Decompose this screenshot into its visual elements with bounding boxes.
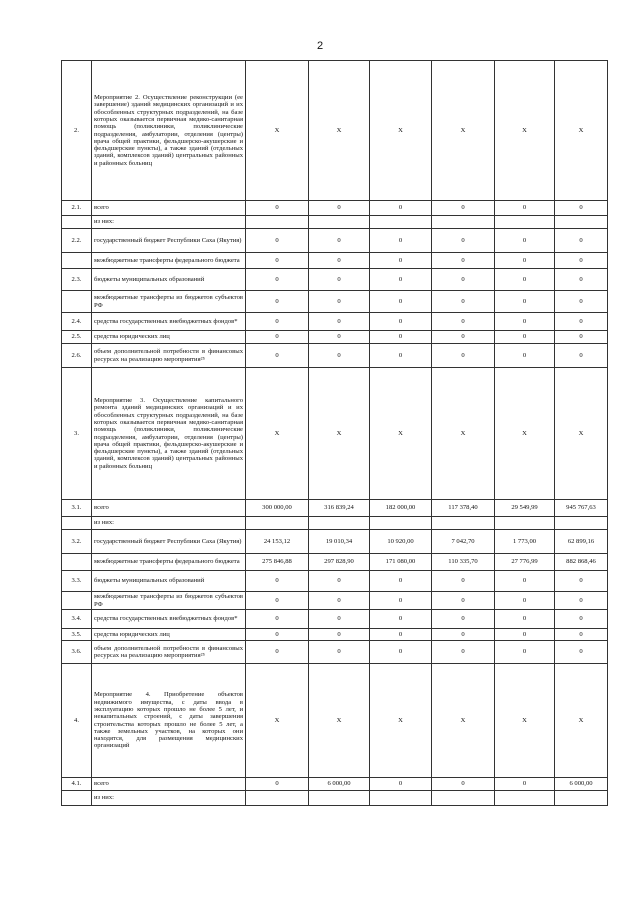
row-value: 0 xyxy=(370,229,432,253)
row-value xyxy=(495,216,555,229)
table-row xyxy=(62,313,608,331)
row-value: 297 828,90 xyxy=(309,554,370,571)
row-description: средства юридических лиц xyxy=(92,331,246,344)
table-row xyxy=(62,269,608,291)
row-value: 62 899,16 xyxy=(555,530,608,554)
row-value: 0 xyxy=(495,610,555,629)
row-value: 0 xyxy=(432,313,495,331)
row-value: 0 xyxy=(246,291,309,313)
row-value: 29 549,99 xyxy=(495,500,555,517)
row-value xyxy=(495,791,555,806)
row-value: 300 000,00 xyxy=(246,500,309,517)
row-value: 0 xyxy=(370,269,432,291)
row-value xyxy=(432,517,495,530)
row-number: 2.3. xyxy=(62,269,92,291)
row-number: 3.2. xyxy=(62,530,92,554)
row-value: 0 xyxy=(246,201,309,216)
row-value: 0 xyxy=(555,610,608,629)
row-description: всего xyxy=(92,778,246,791)
row-value: 0 xyxy=(246,313,309,331)
row-value: Х xyxy=(370,664,432,778)
row-value xyxy=(246,791,309,806)
table-row xyxy=(62,791,608,806)
row-value: 0 xyxy=(432,291,495,313)
row-value: Х xyxy=(370,368,432,500)
row-value xyxy=(246,517,309,530)
row-value: 0 xyxy=(370,201,432,216)
row-value: 0 xyxy=(246,592,309,610)
row-value: 0 xyxy=(495,641,555,664)
table-row xyxy=(62,331,608,344)
row-value xyxy=(555,216,608,229)
row-number: 3.4. xyxy=(62,610,92,629)
row-number xyxy=(62,592,92,610)
row-value: 0 xyxy=(555,201,608,216)
row-value: 0 xyxy=(370,778,432,791)
row-description: межбюджетные трансферты федерального бюджета xyxy=(92,554,246,571)
row-value: 171 080,00 xyxy=(370,554,432,571)
row-value: Х xyxy=(432,368,495,500)
row-value: 0 xyxy=(309,592,370,610)
row-value: 0 xyxy=(432,629,495,641)
row-value: 0 xyxy=(555,269,608,291)
row-value xyxy=(309,517,370,530)
row-description: объем дополнительной потребности в финансовых ресурсах на реализацию мероприятия²⁵ xyxy=(92,344,246,368)
row-value: 0 xyxy=(309,610,370,629)
row-value xyxy=(555,791,608,806)
row-value: 7 042,70 xyxy=(432,530,495,554)
row-description: государственный бюджет Республики Саха (Якутия) xyxy=(92,229,246,253)
row-value: 0 xyxy=(370,592,432,610)
row-value: 0 xyxy=(495,629,555,641)
row-value: 0 xyxy=(246,253,309,269)
row-value: 0 xyxy=(309,629,370,641)
row-number: 2. xyxy=(62,61,92,201)
row-value: Х xyxy=(309,61,370,201)
row-value: 0 xyxy=(555,313,608,331)
row-value: Х xyxy=(555,61,608,201)
row-number xyxy=(62,253,92,269)
row-value: 117 378,40 xyxy=(432,500,495,517)
row-number: 3.3. xyxy=(62,571,92,592)
row-description: бюджеты муниципальных образований xyxy=(92,269,246,291)
row-value xyxy=(246,216,309,229)
row-value: Х xyxy=(246,368,309,500)
row-number: 2.5. xyxy=(62,331,92,344)
row-value: 0 xyxy=(309,253,370,269)
row-value xyxy=(495,517,555,530)
row-value: 0 xyxy=(555,229,608,253)
row-value: 0 xyxy=(370,331,432,344)
row-value: 0 xyxy=(246,269,309,291)
table-row xyxy=(62,517,608,530)
row-value: 0 xyxy=(309,291,370,313)
row-value: 0 xyxy=(370,344,432,368)
row-value: 0 xyxy=(246,331,309,344)
row-number: 4.1. xyxy=(62,778,92,791)
row-value: 0 xyxy=(246,344,309,368)
row-value: Х xyxy=(309,368,370,500)
row-value: 0 xyxy=(432,229,495,253)
row-description: из них: xyxy=(92,791,246,806)
row-value xyxy=(432,216,495,229)
table-row xyxy=(62,629,608,641)
row-number xyxy=(62,554,92,571)
row-value: 0 xyxy=(432,344,495,368)
row-value: 0 xyxy=(246,778,309,791)
row-number xyxy=(62,517,92,530)
row-value: Х xyxy=(370,61,432,201)
row-value: 27 776,99 xyxy=(495,554,555,571)
row-value: Х xyxy=(432,664,495,778)
row-value: 10 920,00 xyxy=(370,530,432,554)
row-description: средства государственных внебюджетных фондов* xyxy=(92,610,246,629)
row-value xyxy=(370,791,432,806)
row-value: 0 xyxy=(309,229,370,253)
row-value: Х xyxy=(555,664,608,778)
row-value: Х xyxy=(246,61,309,201)
row-value: 19 010,34 xyxy=(309,530,370,554)
row-value xyxy=(370,517,432,530)
row-value: 1 773,00 xyxy=(495,530,555,554)
row-value: 0 xyxy=(495,313,555,331)
row-value: 0 xyxy=(309,641,370,664)
row-value: 6 000,00 xyxy=(555,778,608,791)
table-row xyxy=(62,61,608,201)
table-row xyxy=(62,664,608,778)
row-value: 275 846,88 xyxy=(246,554,309,571)
table-row xyxy=(62,368,608,500)
row-value: 0 xyxy=(309,313,370,331)
row-number xyxy=(62,216,92,229)
row-value: 0 xyxy=(370,610,432,629)
row-value: Х xyxy=(495,368,555,500)
row-value: 0 xyxy=(555,592,608,610)
row-number: 3.5. xyxy=(62,629,92,641)
row-description: средства юридических лиц xyxy=(92,629,246,641)
row-value: 110 335,70 xyxy=(432,554,495,571)
row-description: межбюджетные трансферты из бюджетов субъектов РФ xyxy=(92,592,246,610)
row-description: межбюджетные трансферты федерального бюджета xyxy=(92,253,246,269)
table-row xyxy=(62,610,608,629)
row-number: 2.4. xyxy=(62,313,92,331)
row-value: 0 xyxy=(246,229,309,253)
table-row xyxy=(62,592,608,610)
table-row xyxy=(62,253,608,269)
row-number: 4. xyxy=(62,664,92,778)
row-value: 0 xyxy=(555,291,608,313)
row-value: 0 xyxy=(246,641,309,664)
row-value xyxy=(370,216,432,229)
row-description: государственный бюджет Республики Саха (Якутия) xyxy=(92,530,246,554)
row-number: 3.1. xyxy=(62,500,92,517)
row-value: 0 xyxy=(555,253,608,269)
table-row xyxy=(62,344,608,368)
row-value: 0 xyxy=(309,201,370,216)
row-description: Мероприятие 4. Приобретение объектов недвижимого имущества, с даты ввода в эксплуатацию которых прошло не более 5 лет, и некапитальных строений, с даты завершения строительства которых прошло не более 5 лет, а также земельных участков, на которых они находятся, для размещения медицинских организаций xyxy=(92,664,246,778)
row-description: всего xyxy=(92,201,246,216)
row-number: 2.2. xyxy=(62,229,92,253)
table-row xyxy=(62,216,608,229)
row-value: 0 xyxy=(370,253,432,269)
row-value: 0 xyxy=(309,571,370,592)
row-value: 0 xyxy=(309,331,370,344)
row-value: 0 xyxy=(246,571,309,592)
row-value: 316 839,24 xyxy=(309,500,370,517)
row-description: бюджеты муниципальных образований xyxy=(92,571,246,592)
table-row xyxy=(62,500,608,517)
row-description: Мероприятие 3. Осуществление капитального ремонта зданий медицинских организаций и их обособленных структурных подразделений, на базе которых оказывается первичная медико-санитарная помощь (поликлиники, поликлинические подразделения, амбулатории, отделения (центры) врача общей практики, фельдшерско-акушерские и фельдшерские пункты), а также зданий (отдельных зданий, комплексов зданий) центральных районных и районных больниц xyxy=(92,368,246,500)
row-description: средства государственных внебюджетных фондов* xyxy=(92,313,246,331)
row-number: 2.6. xyxy=(62,344,92,368)
row-value: 0 xyxy=(495,571,555,592)
row-description: объем дополнительной потребности в финансовых ресурсах на реализацию мероприятия²⁵ xyxy=(92,641,246,664)
row-value: 182 000,00 xyxy=(370,500,432,517)
row-value: 0 xyxy=(432,778,495,791)
row-value: 0 xyxy=(370,571,432,592)
row-value: 0 xyxy=(370,291,432,313)
row-value: 0 xyxy=(370,641,432,664)
row-value: 0 xyxy=(495,331,555,344)
row-value xyxy=(555,517,608,530)
table-row xyxy=(62,641,608,664)
row-value: Х xyxy=(246,664,309,778)
row-value: 0 xyxy=(432,592,495,610)
row-value: 0 xyxy=(246,610,309,629)
row-value: 0 xyxy=(495,269,555,291)
row-value: Х xyxy=(495,664,555,778)
row-value: 0 xyxy=(495,592,555,610)
row-value: 0 xyxy=(555,344,608,368)
row-value: 0 xyxy=(495,253,555,269)
row-value: 0 xyxy=(370,629,432,641)
row-value xyxy=(309,791,370,806)
row-value: 0 xyxy=(309,344,370,368)
table-row xyxy=(62,229,608,253)
row-value: Х xyxy=(432,61,495,201)
table-row xyxy=(62,530,608,554)
row-description: всего xyxy=(92,500,246,517)
table-row xyxy=(62,571,608,592)
row-value: 0 xyxy=(555,571,608,592)
table-row xyxy=(62,778,608,791)
row-description: межбюджетные трансферты из бюджетов субъектов РФ xyxy=(92,291,246,313)
row-value: 0 xyxy=(432,610,495,629)
row-number xyxy=(62,291,92,313)
row-number: 2.1. xyxy=(62,201,92,216)
row-description: Мероприятие 2. Осуществление реконструкции (ее завершение) зданий медицинских организаций и их обособленных структурных подразделений, на базе которых оказывается первичная медико-санитарная помощь (поликлиники, поликлинические подразделения, амбулатории, отделения (центры) врача общей практики, фельдшерско-акушерские и фельдшерские пункты), а также зданий (отдельных зданий, комплексов зданий) центральных районных и районных больниц xyxy=(92,61,246,201)
row-value: Х xyxy=(309,664,370,778)
row-value: 0 xyxy=(432,641,495,664)
row-value: 24 153,12 xyxy=(246,530,309,554)
row-value: 0 xyxy=(495,344,555,368)
row-value: 0 xyxy=(555,641,608,664)
row-value: 0 xyxy=(432,253,495,269)
row-value: 0 xyxy=(432,269,495,291)
row-value: Х xyxy=(495,61,555,201)
row-value: 0 xyxy=(309,269,370,291)
row-value: 0 xyxy=(370,313,432,331)
page-number: 2 xyxy=(316,40,324,52)
row-value: 945 767,63 xyxy=(555,500,608,517)
row-value: 882 868,46 xyxy=(555,554,608,571)
row-number xyxy=(62,791,92,806)
row-value: 6 000,00 xyxy=(309,778,370,791)
row-value: 0 xyxy=(495,291,555,313)
table-row xyxy=(62,291,608,313)
row-value: 0 xyxy=(432,571,495,592)
row-value: 0 xyxy=(495,201,555,216)
row-description: из них: xyxy=(92,517,246,530)
table-row xyxy=(62,554,608,571)
table-row xyxy=(62,201,608,216)
row-value: Х xyxy=(555,368,608,500)
budget-table xyxy=(61,60,608,806)
row-value: 0 xyxy=(495,778,555,791)
row-value: 0 xyxy=(555,331,608,344)
row-value: 0 xyxy=(246,629,309,641)
row-value: 0 xyxy=(555,629,608,641)
row-value: 0 xyxy=(495,229,555,253)
row-value xyxy=(309,216,370,229)
row-value xyxy=(432,791,495,806)
row-description: из них: xyxy=(92,216,246,229)
row-value: 0 xyxy=(432,331,495,344)
row-value: 0 xyxy=(432,201,495,216)
row-number: 3. xyxy=(62,368,92,500)
row-number: 3.6. xyxy=(62,641,92,664)
